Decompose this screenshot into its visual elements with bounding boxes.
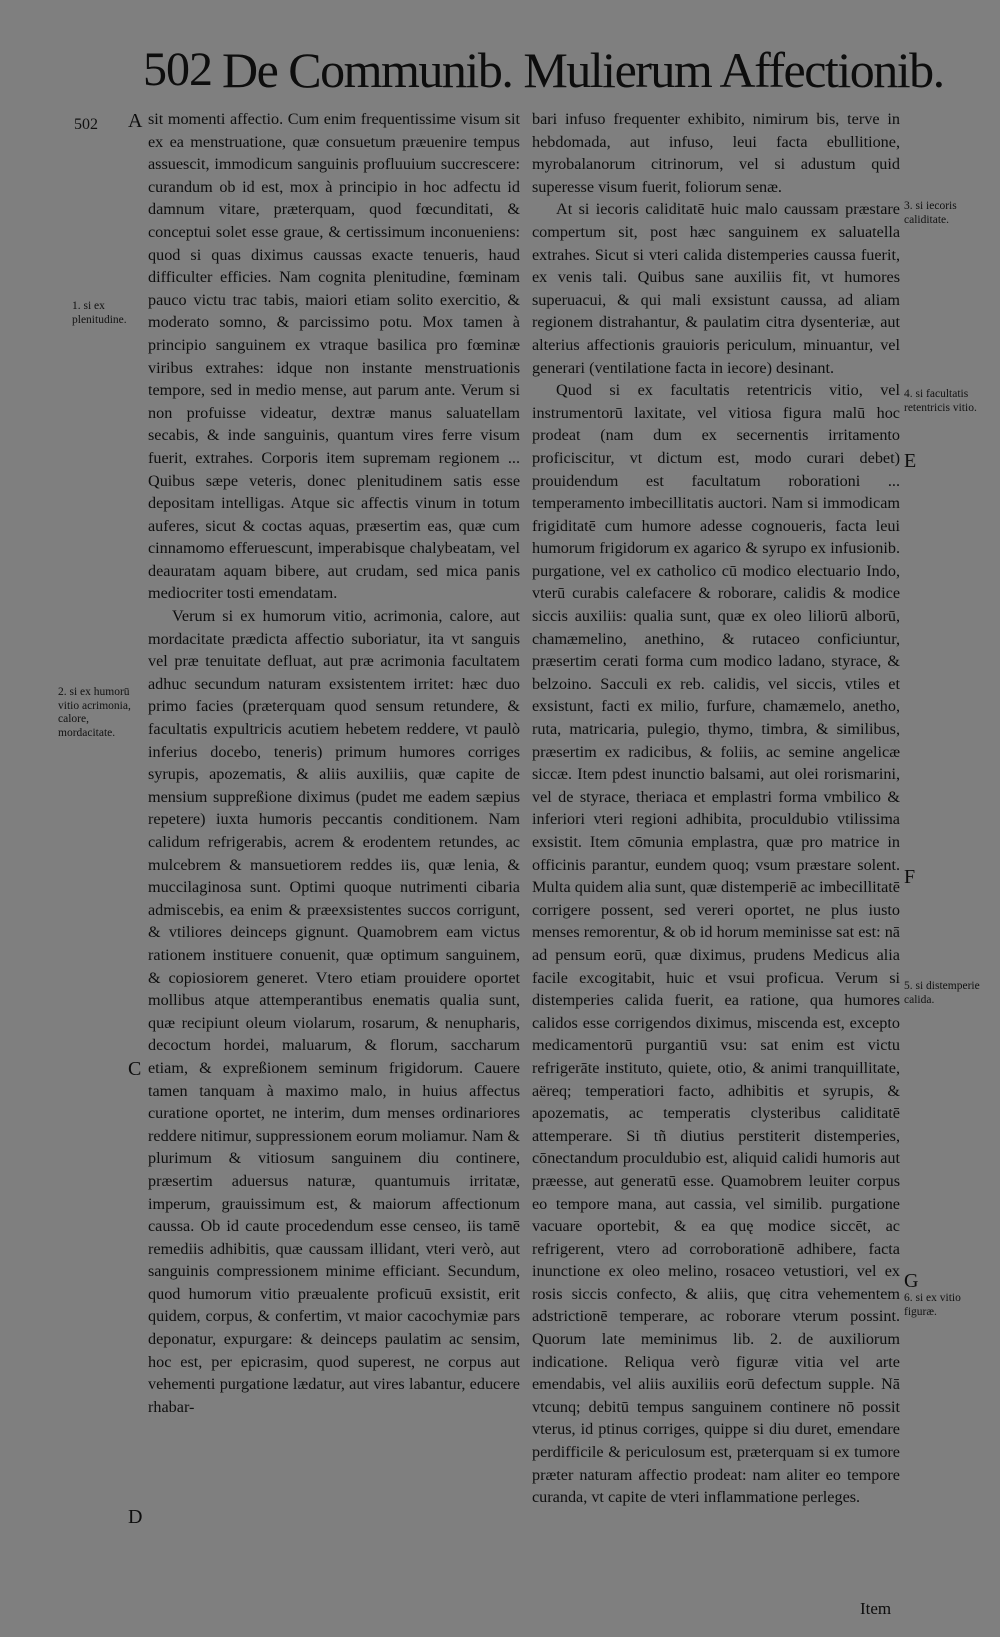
margin-note-distemperie: 5. si distemperie calida. (904, 980, 980, 1006)
page-title: De Communib. Mulierum Affectionib. (222, 42, 944, 98)
margin-letter-c: C (128, 1058, 142, 1080)
right-column (532, 108, 900, 1509)
right-paragraph-2: At si iecoris caliditatē huic malo caussam præstare compertum sit, post hæc sanguinem ex saluatella extrahes. Sicut si vteri calida distemperies caussa fuerit, ex venis tali. Quibus sane auxiliis fit, vt humores superuacui, & qui mali exsistunt caussa, ad aliam regionem distrahantur, & paulatim citra dysenteriæ, aut alterius affectionis grauioris periculum, minuantur, vel generari (ventilatione facta in iecore) desinant. (532, 200, 900, 377)
margin-note-retentricis: 4. si facultatis retentricis vitio. (904, 388, 977, 414)
right-paragraph-1: bari infuso frequenter exhibito, nimirum bis, terve in hebdomada, aut infuso, leui facta ebullitione, myrobalanorum citrinorum, vel si adustum quid superesse visum fuerit, foliorum senæ. (532, 110, 900, 196)
margin-note-figurae: 6. si ex vitio figuræ. (904, 1292, 961, 1318)
margin-page-ref: 502 (74, 116, 98, 133)
margin-letter-e: E (904, 450, 917, 472)
margin-letter-d: D (128, 1506, 143, 1528)
margin-letter-g: G (904, 1270, 919, 1292)
left-paragraph-1: sit momenti affectio. Cum enim frequentissime visum sit ex ea menstruatione, quæ consuetum præuenire tempus assuescit, immodicum sanguinis profluuium succrescere: curandum ob id est, mox à principio in hoc adfectu id damnum vitare, præterquam, quod fœcunditati, & conceptui solet esse graue, & certissimum inconueniens: quod si quas diximus caussas exacte tenueris, haud difficulter efficies. Nam cognita plenitudine, fœminam pauco victu trac tabis, maiori etiam solito exercitio, & moderato somno, & parcissimo potu. Mox tamen à principio sanguinem ex vtraque basilica pro fœminæ viribus extrahes: idque non instante menstruationis tempore, sed in medio mense, aut parum ante. Verum si non profuisse videatur, dextræ manus saluatellam secabis, & inde sanguinis, quantum vires ferre visum fuerit, extrahes. Corporis item supremam regionem ... Quibus sæpe veteris, donec plenitudinem satis esse depositam intelligas. Atque sic affectis vinum in totum auferes, sicut & coctas aquas, præsertim eas, quæ cum cinnamomo efferuescunt, imperabisque chalybeatam, vel deauratam aquam bibere, aut crudam, sed mica panis mediocriter tosti emendatam. (148, 110, 520, 603)
catchword: Item (860, 1599, 892, 1618)
margin-letter-a: A (128, 110, 143, 132)
page-number: 502 (143, 43, 212, 96)
margin-note-plenitudine: 1. si ex plenitudine. (72, 300, 127, 326)
margin-note-humorum-vitio: 2. si ex humorū vitio acrimonia, calore, mordacitate. (58, 686, 131, 739)
margin-note-iecoris: 3. si iecoris caliditate. (904, 200, 957, 226)
right-paragraph-3: Quod si ex facultatis retentricis vitio, vel instrumentorū laxitate, vel vitiosa figura malū hoc prodeat (nam dum ex secernentis irritamento proficiscitur, vt dictum est, modo curari debet) prouidendum est facultatum roborationi ... temperamento imbecillitatis auctori. Nam si immodicam frigiditatē cum humore adesse cognoueris, facta leui humorum frigidorum ex agarico & syrupo ex infusionib. purgatione, vel ex catholico cū modico electuario Indo, vterū curabis calefacere & roborare, calidis & modice siccis auxiliis: qualia sunt, quæ ex oleo liliorū alborū, chamæmelino, anethino, & rutaceo conficiuntur, præsertim cerati forma cum modico ladano, styrace, & belzoino. Sacculi ex reb. calidis, vel siccis, vtiles et exsistunt, facti ex milio, furfure, chamæmelo, anetho, ruta, matricaria, pulegio, thymo, timbra, & similibus, præsertim ex radicibus, & foliis, ac semine angelicæ siccæ. Item pdest inunctio balsami, aut olei rorismarini, vel de styrace, theriaca et emplastri forma vmbilico & inferiori vteri regioni adhibita, proculdubio vtilissima exsistit. Item cōmunia emplastra, quæ pro matrice in officinis parantur, eundem quoq; vsum præstare solent. Multa quidem alia sunt, quæ distemperiē ac imbecillitatē corrigere possent, sed vereri oportet, ne plus iusto menses remorentur, & ob id horum meminisse sat est: nā ad pensum eorū, quæ diximus, prudens Medicus alia facile excogitabit, huic et vsui proficua. Verum si distemperies calida fuerit, ea ratione, qua humores calidos esse corrigendos diximus, miscenda est, excepto medicamentorū purgantiū vsu: sat enim est victu refrigerāte instituto, quiete, otio, & animi tranquillitate, aëreq; temperatiori facto, adhibitis et syrupis, & apozematis, ac temperatis clysteribus caliditatē attemperare. Si tñ diutius perstiterit distemperies, cōnectandum proculdubio est, aliquid calidi humoris aut præesse, aut generatū esse. Quamobrem leuiter corpus eo tempore mana, aut cassia, vel similib. purgatione vacuare oportebit, & ea quę modice siccēt, ac refrigerent, vtero ad corroborationē adhibere, facta inunctione ex oleo melino, rosaceo vetustiori, vel ex rosis siccis confecto, & aliis, quę citra vehementem adstrictionē temperare, ac roborare vterum possint. Quorum late meminimus lib. 2. de auxiliorum indicatione. Reliqua verò figuræ vitia vel arte emendabis, vel aliis auxiliis eorū defectum supple. Nā vtcunq; debitū tempus sanguinem continere nō possit vterus, id ptinus corriges, quippe si diu duret, emendare perdifficile & periculosum est, præterquam si ex tumore præter naturam affectio prodeat: nam aliter eo tempore curanda, vt capite de vteri inflammatione perleges. (532, 381, 900, 1507)
margin-letter-f: F (904, 866, 916, 888)
left-paragraph-2: Verum si ex humorum vitio, acrimonia, calore, aut mordacitate prædicta affectio suboriatur, ita vt sanguis vel præ tenuitate defluat, aut præ acrimonia facultatem adhuc secundum naturam exsistentem irritet: hæc duo primo facies (præterquam quod sensum retundere, & facultatis expultricis acutiem hebetem reddere, vt paulò inferius docebo, teneris) primum humores corriges syrupis, apozematis, & aliis auxiliis, quæ capite de mensium suppreßione diximus (pudet me eadem sæpius repetere) iuxta humoris peccantis conditionem. Nam calidum refrigerabis, acrem & erodentem retundes, ac mulcebrem & mansuetiorem reddes iis, quæ lenia, & muccilaginosa sunt. Optimi quoque nutrimenti cibaria admiscebis, ea enim & præexsistentes succos corrigunt, & vtiliores deinceps gignunt. Quamobrem eam victus rationem instituere conuenit, quæ optimum sanguinem, & copiosiorem generet. Vtero etiam prouidere oportet mollibus atque attemperantibus enematis qualia sunt, quæ recipiunt oleum violarum, rosarum, & nenupharis, decoctum hordei, maluarum, & florum, saccharum etiam, & expreßionem seminum frigidorum. Cauere tamen tanquam à maximo malo, in huius affectus curatione oportet, ne interim, dum menses ordinariores reddere nitimur, suppressionem eorum moliamur. Nam & plurimum & vitiosum sanguinem diu continere, præsertim aduersus naturæ, quantumuis irritatæ, imperum, grauissimum est, & maiorum affectionum caussa. Ob id caute procedendum esse censeo, iis tamē remediis adhibitis, quæ caussam illidant, vteri verò, aut sanguinis compressionem minime efficiant. Secundum, quod humorum vitio præualente proficuū exsistit, erit quidem, corpus, & confertim, vt maior cacochymiæ pars deponatur, expurgare: & deinceps paulatim ac sensim, hoc est, per epicrasim, quod superest, ne corpus aut vehementi purgatione lædatur, aut vires labantur, educere rhabar- (148, 607, 520, 1416)
left-column (148, 108, 520, 1418)
